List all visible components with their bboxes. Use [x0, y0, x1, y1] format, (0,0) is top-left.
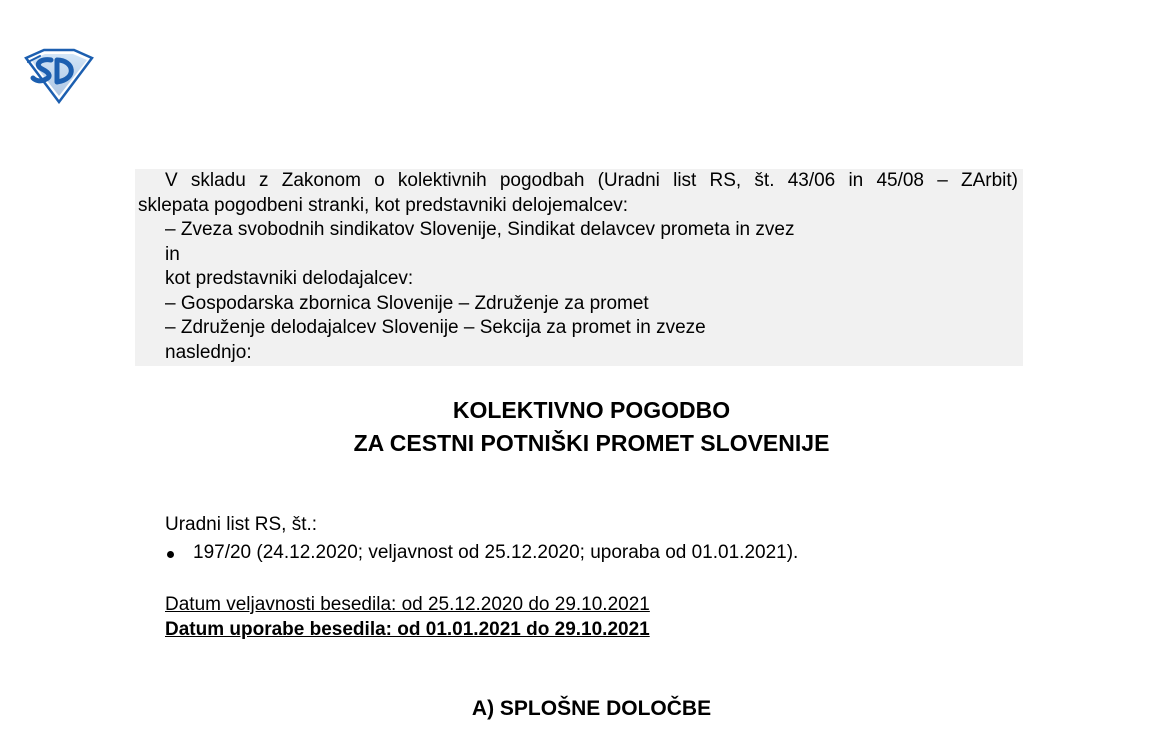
- document-title: KOLEKTIVNO POGODBO: [452, 397, 731, 423]
- intro-line-2: sklepata pogodbeni stranki, kot predstavniki delojemalcev:: [138, 194, 629, 216]
- intro-paragraph: [135, 169, 1023, 366]
- document-subtitle: ZA CESTNI POTNIŠKI PROMET SLOVENIJE: [353, 430, 830, 456]
- intro-line-8: naslednjo:: [165, 341, 252, 363]
- intro-line-7: – Združenje delodajalcev Slovenije – Sekcija za promet in zveze: [165, 317, 706, 338]
- sd-logo: [22, 48, 96, 104]
- intro-line-6: – Gospodarska zbornica Slovenije – Združenje za promet: [165, 292, 649, 314]
- gazette-item-text: 197/20 (24.12.2020; veljavnost od 25.12.2020; uporaba od 01.01.2021).: [193, 542, 799, 563]
- section-heading: A) SPLOŠNE DOLOČBE: [471, 697, 712, 720]
- intro-line-5: kot predstavniki delodajalcev:: [165, 268, 414, 289]
- bullet-icon: [167, 551, 174, 558]
- intro-line-4: in: [165, 243, 180, 265]
- intro-line-1: V skladu z Zakonom o kolektivnih pogodbah (Uradni list RS, št. 43/06 in 45/08 – ZArbit): [165, 170, 1018, 191]
- gazette-label: Uradni list RS, št.:: [165, 514, 318, 535]
- application-date: Datum uporabe besedila: od 01.01.2021 do 29.10.2021: [165, 619, 650, 640]
- intro-line-3: – Zveza svobodnih sindikatov Slovenije, Sindikat delavcev prometa in zvez: [165, 219, 795, 240]
- validity-date: Datum veljavnosti besedila: od 25.12.2020 do 29.10.2021: [165, 594, 650, 615]
